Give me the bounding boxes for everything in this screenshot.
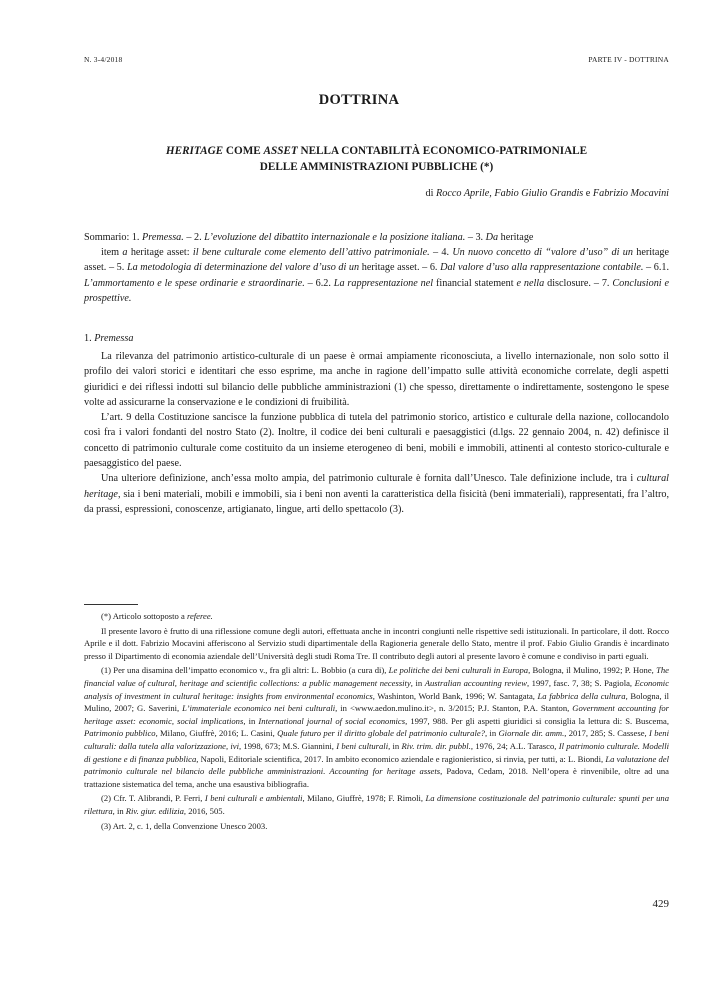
fn-italic: Giornale dir. amm. <box>498 728 565 739</box>
fn-text: , Napoli, Editoriale scientifica, 2017. In ambito economico aziendale e ragionieristico, si rinvia, per tutti, a: L. Biondi, <box>196 753 606 764</box>
summary-item-3b: heritage <box>498 232 534 243</box>
section-title: DOTTRINA <box>318 92 400 108</box>
summary-sep: – 6.2. <box>304 277 334 289</box>
summary-item-6-2a: La rappresentazione nel <box>333 277 434 289</box>
author-names-1: Rocco Aprile, Fabio Giulio Grandis <box>436 188 584 199</box>
article-title-italic-1: HERITAGE <box>165 145 224 157</box>
summary-item-3g: il bene culturale come elemento dell’attivo patrimoniale. <box>192 247 430 259</box>
fn-text: , 1997, 988. Per gli aspetti giuridici si consiglia la lettura di: S. Buscema, <box>405 715 669 726</box>
footnote-text: (*) Articolo sottoposto a <box>101 611 187 621</box>
paragraph-1: La rilevanza del patrimonio artistico-culturale di un paese è ormai ampiamente riconosciuta, a livello internazionale, non solo sotto il profilo dei valori storici e identitari che esso esprime, ma anche in ragione dell’impatto sulle attività economiche correlate, degli aspetti giuridici e dei riflessi indotti sul bilancio delle pubbliche amministrazioni (1) che spesso, direttamente o indirettamente, sostengono le spese volte ad assicurarne la conservazione e le condizioni di fruibilità. <box>84 351 669 408</box>
article-title <box>84 143 669 175</box>
fn-italic: I beni culturali e ambientali <box>204 793 303 804</box>
summary-sep: – 6.1. <box>643 262 670 274</box>
fn-text: , Milano, Giuffrè, 2016; L. Casini, <box>155 728 278 739</box>
fn-italic: The financial value of cultural, heritage and scientific collections: a public management necessity <box>84 665 669 688</box>
summary-item-5b: heritage asset. <box>359 262 420 274</box>
fn-text: , 1976, 24; A.L. Tarasco, <box>470 740 559 751</box>
footnote-rule <box>84 604 138 605</box>
section-heading <box>84 333 133 344</box>
fn-text: , Milano, Giuffrè, 1978; F. Rimoli, <box>302 793 426 804</box>
fn-text: , Bologna, il Mulino, 1992; P. Hone, <box>528 665 657 676</box>
fn-italic: La dimensione costituzionale del patrimonio culturale: spunti per una rilettura <box>84 793 669 816</box>
authors-prefix: di <box>425 188 436 199</box>
summary-item-7: Conclusioni e prospettive. <box>84 277 670 304</box>
fn-text: , 1997, fasc. 7, 38; S. Pagiola, <box>526 677 635 688</box>
fn-text: , in <box>112 805 126 816</box>
section-heading-title: Premessa <box>94 333 134 344</box>
fn-text: , Washinton, World Bank, 1996; W. Santagata, <box>372 690 538 701</box>
article-title-text-2: NELLA CONTABILITÀ ECONOMICO-PATRIMONIALE <box>297 145 588 157</box>
fn-text: , Bologna, il Mulino, 2007; G. Saverini, <box>84 690 669 714</box>
fn-text: , 1998, 673; M.S. Giannini, <box>238 740 337 751</box>
fn-italic: I beni culturali: dalla tutela alla valorizzazione <box>84 728 669 751</box>
page-number: 429 <box>652 898 669 910</box>
summary-item-3e: heritage asset <box>130 247 187 259</box>
footnotes <box>84 610 669 834</box>
summary-sep: – 5. <box>106 262 127 274</box>
fn-text: , in <box>243 715 259 726</box>
body-text <box>84 349 669 517</box>
article-title-line-2: DELLE AMMINISTRAZIONI PUBBLICHE (*) <box>259 161 494 173</box>
summary-item-1: Premessa. <box>142 232 184 243</box>
fn-text: , in <www.aedon.mulino.it>, n. 3/2015; P.J. Stanton, P.A. Stanton, <box>335 703 573 714</box>
article-title-text-1: COME <box>223 145 264 157</box>
fn-italic: Riv. giur. edilizia <box>125 805 184 816</box>
fn-text: , Padova, Cedam, 2018. Nell’opera è rinvenibile, oltre ad una trattazione sistematica del tema, anche una esaustiva bibliografia. <box>84 766 669 789</box>
summary-label: Sommario: 1. <box>84 232 143 243</box>
summary-sep: – 6. <box>419 262 441 274</box>
article-title-italic-2: ASSET <box>263 145 298 157</box>
author-name-2: Fabrizio Mocavini <box>592 188 669 199</box>
fn-text: , <box>225 740 231 751</box>
fn-text: , in <box>388 740 402 751</box>
summary-item-6-2c: e nella <box>516 277 545 289</box>
running-head-left: N. 3-4/2018 <box>84 55 123 64</box>
summary-item-6-2b: financial statement <box>433 277 517 289</box>
footnote-2 <box>84 792 669 817</box>
footnote-3: (3) Art. 2, c. 1, della Convenzione Unesco 2003. <box>101 820 268 831</box>
paragraph-2: L’art. 9 della Costituzione sancisce la funzione pubblica di tutela del patrimonio storico, artistico e culturale della nazione, collocandolo così fra i valori fondanti del nostro Stato (2). Inoltre, il codice dei beni culturali e paesaggistici (d.lgs. 22 gennaio 2004, n. 42) definisce il concetto di patrimonio culturale come costituito da un insieme eterogeneo di beni, mobili e immobili, attinenti al contesto storico-culturale e paesaggistico del paese. <box>84 412 669 470</box>
fn-italic: International journal of social economics <box>258 715 406 726</box>
fn-text: (1) Per una disamina dell’impatto economico v., fra gli altri: L. Bobbio (a cura di), <box>101 665 389 676</box>
running-head-right: PARTE IV - DOTTRINA <box>588 55 669 64</box>
footnote-1 <box>84 664 669 790</box>
authors-line <box>426 188 669 199</box>
summary-sep: – 3. <box>465 232 486 243</box>
summary-item-3d: a <box>119 247 131 259</box>
footnote-italic: referee. <box>186 611 213 621</box>
summary-item-3a: Da <box>485 232 499 243</box>
fn-text: , 2016, 505. <box>183 805 225 816</box>
fn-italic: Patrimonio pubblico <box>84 728 156 739</box>
summary-item-4b: heritage asset. <box>84 247 670 274</box>
fn-italic: Economic analysis of investment in cultural heritage: insights from environmental economics <box>84 677 670 701</box>
fn-italic: Quale futuro per il diritto globale del patrimonio culturale? <box>277 728 485 739</box>
fn-text: , 2017, 285; S. Cassese, <box>564 728 649 739</box>
paragraph-3-text: , sia i beni materiali, mobili e immobili, sia i beni non aventi la caratteristica della fisicità (beni immateriali), rappresentati, fra l’altro, da prassi, espressioni, conoscenze, artigianato, lingue, arti dello spettacolo (3). <box>84 488 669 515</box>
fn-italic: La fabbrica della cultura <box>537 690 626 701</box>
fn-text: (2) Cfr. T. Alibrandi, P. Ferri, <box>101 793 205 804</box>
footnote-star <box>84 610 669 623</box>
section-heading-number: 1. <box>84 333 95 344</box>
summary-sep: – 2. <box>183 232 205 243</box>
fn-text: , in <box>410 677 425 688</box>
summary-item-6: Dal valore d’uso alla rappresentazione contabile. <box>440 262 644 274</box>
fn-italic: Government accounting for heritage asset: economic, social implications <box>84 703 669 726</box>
summary-item-3f: : <box>186 247 193 259</box>
fn-italic: Australian accounting review <box>424 677 527 688</box>
fn-italic: Riv. trim. dir. pubbl. <box>401 740 471 751</box>
summary-item-5: La metodologia di determinazione del valore d’uso di un <box>126 262 360 274</box>
footnote-star-cont: Il presente lavoro è frutto di una riflessione comune degli autori, effettuata anche in incontri congiunti nelle rispettive sedi istituzionali. In particolare, il dott. Rocco Aprile e il dott. Fabrizio Mocavini afferiscono al Servizio studi dipartimentale della Ragioneria generale dello Stato, mentre il prof. Fabio Giulio Grandis è incardinato presso il Dipartimento di economia aziendale dell’Università degli studi Roma Tre. Il contributo degli autori al presente lavoro è comune e condiviso in parti eguali. <box>84 625 669 661</box>
authors-conjunction: e <box>583 188 593 199</box>
fn-italic: Le politiche dei beni culturali in Europa <box>388 665 529 676</box>
summary-item-4a: Un nuovo concetto di “valore d’uso” di un <box>452 247 633 259</box>
summary-sep: – 4. <box>429 247 453 259</box>
fn-text: , in <box>484 728 499 739</box>
summary-item-6-1: L’ammortamento e le spese ordinarie e straordinarie. <box>84 277 305 289</box>
summary-item-6-2d: disclosure. <box>544 277 591 289</box>
summary-sep: – 7. <box>590 277 613 289</box>
fn-italic: Il patrimonio culturale. Modelli di gestione e di finanza pubblica <box>84 740 669 764</box>
fn-italic: La valutazione del patrimonio culturale nel bilancio delle pubbliche amministrazioni. Accounting for heritage assets <box>84 753 669 777</box>
paragraph-3-italic: cultural heritage <box>84 473 669 500</box>
paragraph-3-text: Una ulteriore definizione, anch’essa molto ampia, del patrimonio culturale è fornita dall’Unesco. Tale definizione include, tra i <box>101 473 637 485</box>
summary-block <box>84 230 669 306</box>
fn-italic: I beni culturali <box>336 740 389 751</box>
paragraph-3 <box>84 471 669 517</box>
fn-italic: L’immateriale economico nei beni culturali <box>182 703 336 714</box>
summary-item-2: L’evoluzione del dibattito internazionale e la posizione italiana. <box>204 232 466 243</box>
summary-item-3c: item <box>101 247 120 259</box>
fn-italic: ivi <box>230 740 239 751</box>
